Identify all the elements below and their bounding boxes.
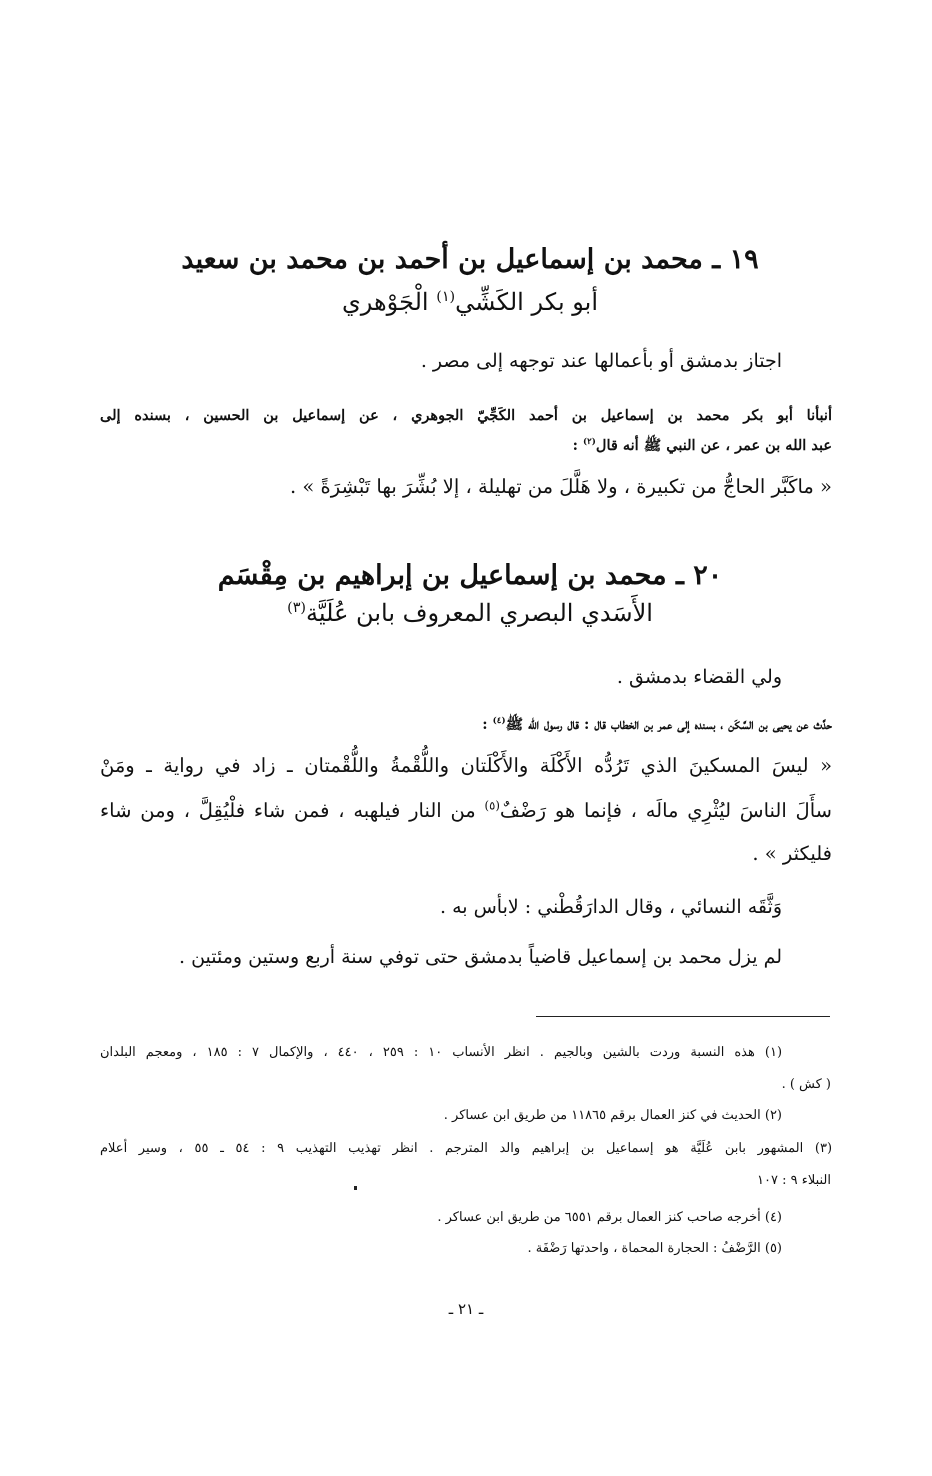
- entry-20-hadith-text: سأَلَ الناسَ ليُثْرِي مالَه ، فإنما هو رَضْفٌ: [499, 799, 832, 822]
- entry-20-intro: ولي القضاء بدمشق .: [616, 666, 782, 688]
- entry-20-narration: [482, 716, 832, 737]
- entry-19-hadith: « ماكَبَّر الحاجُّ من تكبيرة ، ولا هَلَّلَ من تهليلة ، إلا بُشِّرَ بها تَبْشِرَةً » .: [289, 475, 832, 498]
- entry-20-narration-text: حدَّث عن يحيى بن السَّكَن ، بسنده إلى عمر بن الخطاب قال : قال رسول الله ﷺ: [505, 716, 832, 733]
- footnote-ref-4[interactable]: (٤): [492, 716, 506, 727]
- entry-19-subtitle-nisba: الْجَوْهري: [342, 288, 437, 316]
- entry-20-subtitle-name: الأَسَدي البصري المعروف بابن عُلَيَّة: [306, 599, 653, 627]
- entry-20-note-1: وَثَّقَه النسائي ، وقال الدارَقُطْني : لابأس به .: [440, 896, 782, 918]
- entry-19-narration-text: عبد الله بن عمر ، عن النبي ﷺ أنه قال: [595, 437, 832, 454]
- footnote-ref-2[interactable]: (٢): [582, 437, 596, 448]
- entry-20-narration-colon: :: [482, 716, 493, 733]
- footnote-3-line-1: (٣) المشهور بابن عُلَيَّة هو إسماعيل بن إبراهيم والد المترجم . انظر تهذيب التهذيب ٩ : ٥٤ ـ ٥٥ ، وسير أعلام: [100, 1141, 833, 1156]
- footnote-separator: [536, 1016, 830, 1017]
- footnote-4: (٤) أخرجه صاحب كنز العمال برقم ٦٥٥١ من طريق ابن عساكر .: [437, 1210, 782, 1225]
- footnote-5: (٥) الرَّضْفُ : الحجارة المحماة ، واحدتها رَضْفَة .: [527, 1241, 782, 1256]
- page-number: ـ ٢١ ـ: [448, 1300, 484, 1318]
- entry-20-hadith-line-2: [100, 799, 832, 822]
- entry-20-note-2: لم يزل محمد بن إسماعيل قاضياً بدمشق حتى توفي سنة أربع وستين ومئتين .: [179, 946, 782, 968]
- entry-20-subtitle: [120, 599, 820, 627]
- entry-20-hadith-line-1: « ليسَ المسكينَ الذي تَرُدُّه الأَكْلَة والأَكْلَتان واللُّقْمةُ واللُّقْمتان ـ زاد في رواية ـ ومَنْ: [100, 754, 832, 777]
- footnote-ref-3[interactable]: (٣): [287, 600, 307, 616]
- footnote-1-line-2: ( كش ) .: [781, 1077, 831, 1092]
- ink-dot: [354, 1186, 357, 1190]
- footnote-2: (٢) الحديث في كنز العمال برقم ١١٨٦٥ من طريق ابن عساكر .: [443, 1108, 782, 1123]
- footnote-1-line-1: (١) هذه النسبة وردت بالشين وبالجيم . انظر الأنساب ١٠ : ٢٥٩ ، ٤٤٠ ، والإكمال ٧ : ١٨٥ ، ومعجم البلدان: [100, 1045, 783, 1060]
- entry-19-narration-line-2: [573, 437, 832, 458]
- entry-19-heading: ١٩ ـ محمد بن إسماعيل بن أحمد بن محمد بن سعيد: [181, 244, 759, 275]
- entry-19-narration-line-1: أنبأنا أبو بكر محمد بن إسماعيل بن أحمد الكَجِّيّ الجوهري ، عن إسماعيل بن الحسين ، بسنده إلى: [100, 407, 832, 424]
- entry-19-intro: اجتاز بدمشق أو بأعمالها عند توجهه إلى مصر .: [420, 350, 782, 372]
- entry-20-hadith-text-cont: من النار فيلهبه ، فمن شاء فلْيُقِلَّ ، ومن شاء: [100, 799, 485, 822]
- entry-19-subtitle-name: أبو بكر الكَشِّي: [455, 288, 598, 316]
- entry-19-narration-colon: :: [572, 437, 583, 454]
- entry-20-heading: ٢٠ ـ محمد بن إسماعيل بن إبراهيم بن مِقْسَم: [217, 560, 723, 591]
- entry-20-hadith-line-3: فليكثر » .: [752, 842, 832, 865]
- footnote-3-line-2: النبلاء ٩ : ١٠٧: [756, 1173, 831, 1188]
- entry-19-subtitle: [120, 288, 820, 316]
- footnote-ref-1[interactable]: (١): [436, 289, 456, 305]
- footnote-ref-5[interactable]: (٥): [484, 798, 500, 813]
